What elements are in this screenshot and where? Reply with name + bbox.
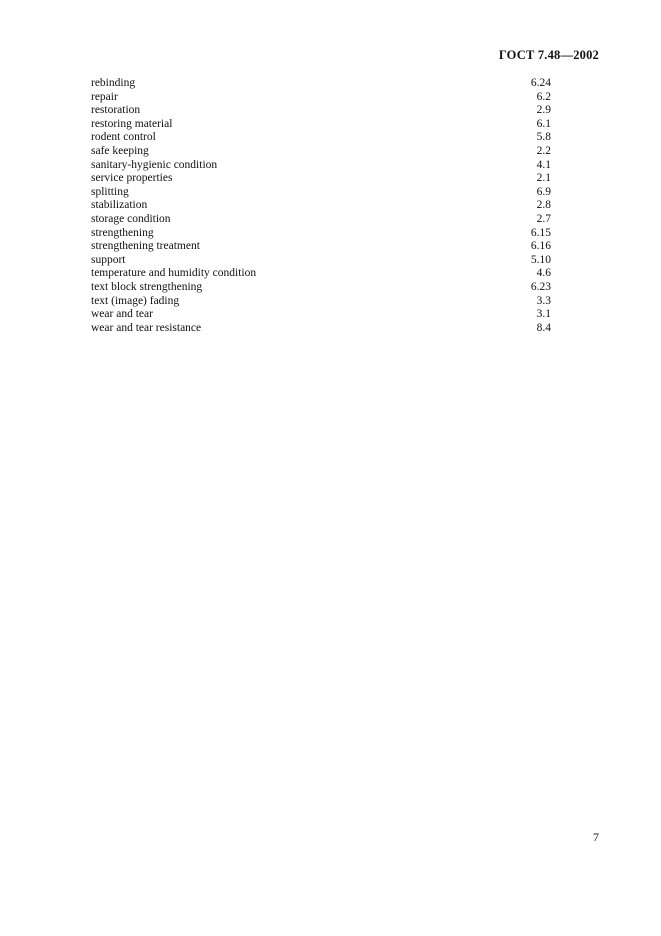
index-term: sanitary-hygienic condition (91, 158, 218, 171)
index-reference: 6.23 (530, 280, 551, 293)
index-reference: 3.3 (536, 294, 551, 307)
index-term: strengthening treatment (91, 240, 200, 253)
index-reference: 6.2 (536, 90, 551, 103)
index-term: repair (91, 90, 118, 103)
index-entry (91, 295, 551, 309)
index-term: safe keeping (91, 144, 149, 157)
index-entry (91, 172, 551, 186)
index-term: restoration (91, 104, 141, 117)
index-entry (91, 254, 551, 268)
index-reference: 6.15 (530, 226, 551, 239)
index-entry (91, 131, 551, 145)
index-reference: 6.24 (530, 77, 551, 89)
index-term: rebinding (91, 77, 136, 89)
index-reference: 6.1 (536, 117, 551, 130)
index-entry (91, 77, 551, 91)
index-entry (91, 118, 551, 132)
page-number: 7 (593, 830, 599, 844)
index-reference: 2.9 (536, 104, 551, 117)
index-term: support (91, 253, 126, 266)
index-entry (91, 240, 551, 254)
index-term: rodent control (91, 131, 156, 144)
index-term: wear and tear (91, 308, 153, 321)
index-reference: 4.1 (536, 158, 551, 171)
index-reference: 2.8 (536, 199, 551, 212)
index-entry (91, 281, 551, 295)
index-term: text (image) fading (91, 294, 180, 307)
index-term: splitting (91, 185, 129, 198)
index-term: stabilization (91, 199, 148, 212)
index-entry (91, 213, 551, 227)
index-reference: 6.9 (536, 185, 551, 198)
index-term: wear and tear resistance (91, 321, 202, 334)
index-reference: 5.8 (536, 131, 551, 144)
index-entry (91, 308, 551, 322)
index-entry (91, 145, 551, 159)
index-entry (91, 227, 551, 241)
index-entry (91, 186, 551, 200)
index-reference: 5.10 (530, 253, 551, 266)
index-entry (91, 199, 551, 213)
index-reference: 6.16 (530, 240, 551, 253)
index-term: text block strengthening (91, 280, 203, 293)
index-reference: 4.6 (536, 267, 551, 280)
index-reference: 8.4 (536, 321, 551, 334)
index-term: service properties (91, 172, 173, 185)
index-term: strengthening (91, 226, 154, 239)
index-reference: 3.1 (536, 308, 551, 321)
index-term: temperature and humidity condition (91, 267, 257, 280)
index-entry (91, 159, 551, 173)
index-entry (91, 267, 551, 281)
standard-code-header: ГОСТ 7.48—2002 (498, 48, 599, 62)
index-entry (91, 91, 551, 105)
index-term: storage condition (91, 212, 171, 225)
index-term: restoring material (91, 117, 173, 130)
index-reference: 2.7 (536, 212, 551, 225)
term-index-list (91, 77, 551, 335)
index-reference: 2.1 (536, 172, 551, 185)
index-reference: 2.2 (536, 144, 551, 157)
index-entry (91, 104, 551, 118)
index-entry (91, 322, 551, 336)
